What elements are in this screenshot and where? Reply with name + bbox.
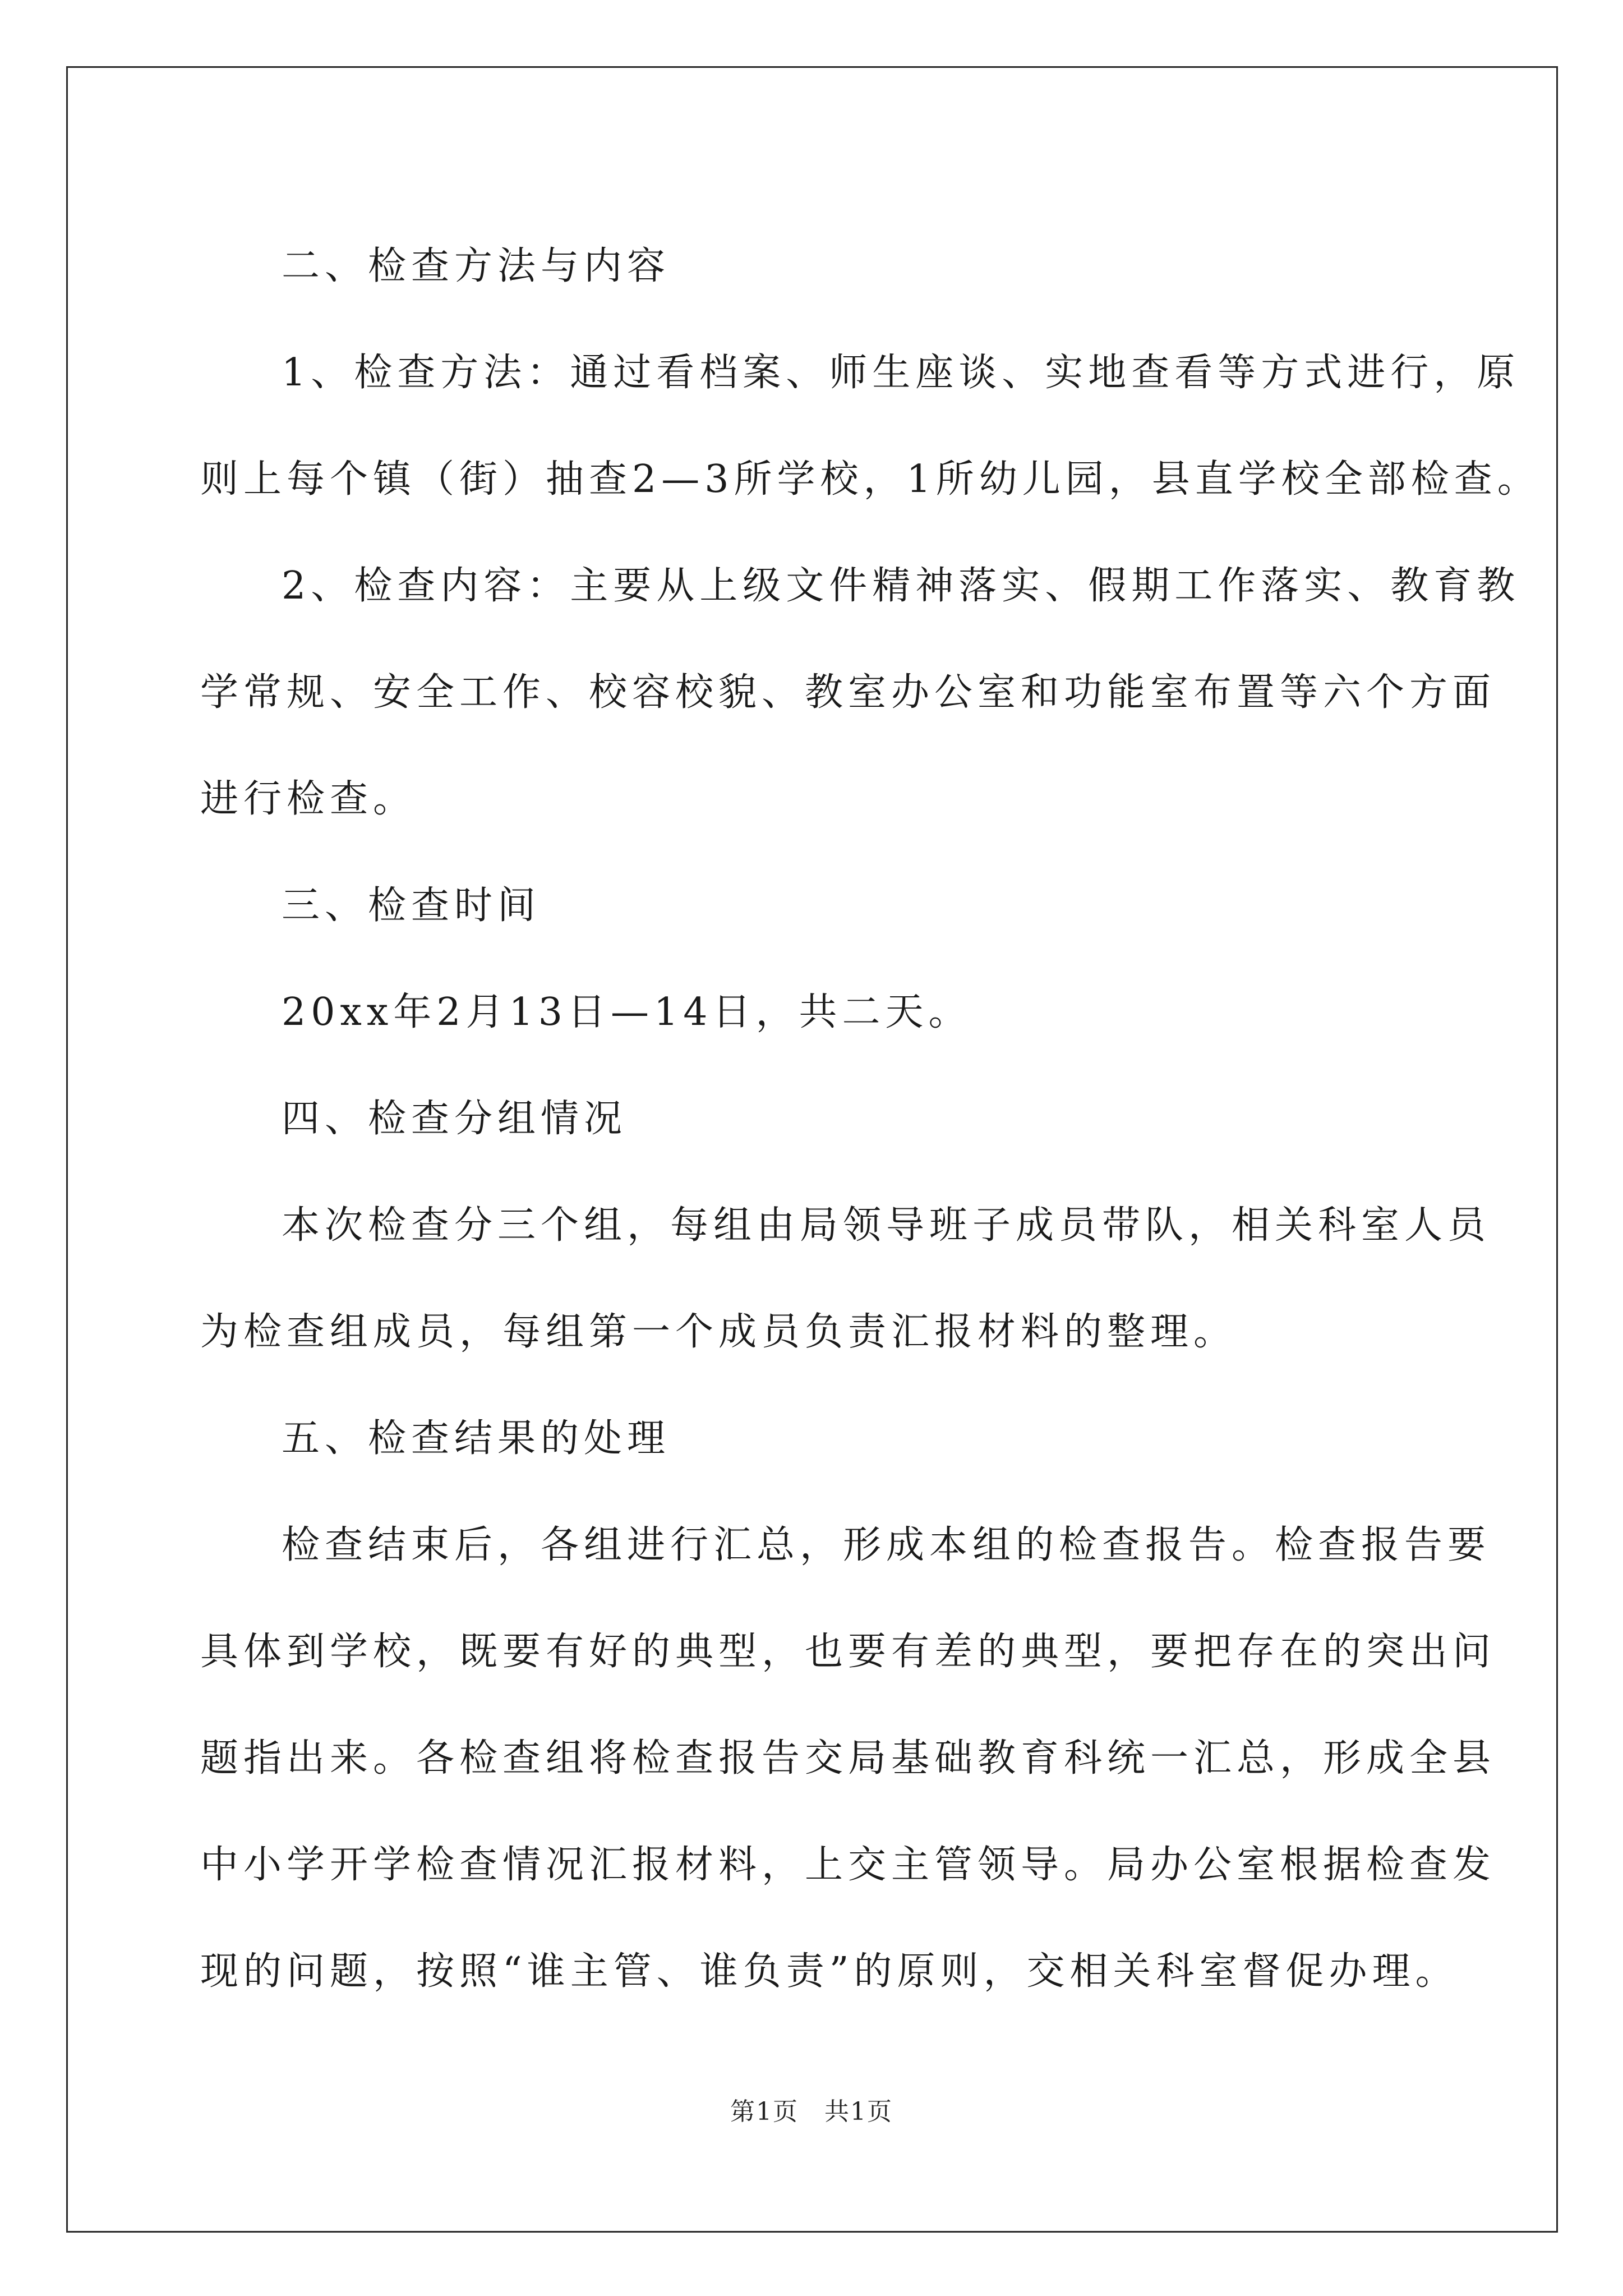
section-heading: 四、检查分组情况 bbox=[282, 1097, 628, 1141]
paragraph-line: 为检查组成员，每组第一个成员负责汇报材料的整理。 bbox=[200, 1310, 1237, 1354]
section-heading: 二、检查方法与内容 bbox=[282, 244, 671, 288]
page-number-footer: 第1页 共1页 bbox=[730, 2097, 893, 2126]
paragraph-line: 中小学开学检查情况汇报材料，上交主管领导。局办公室根据检查发 bbox=[200, 1843, 1496, 1887]
document-body bbox=[200, 213, 1541, 2025]
section-heading: 三、检查时间 bbox=[282, 884, 541, 928]
paragraph-line: 题指出来。各检查组将检查报告交局基础教育科统一汇总，形成全县 bbox=[200, 1736, 1496, 1780]
section-heading: 五、检查结果的处理 bbox=[282, 1416, 671, 1461]
paragraph-line: 20xx年2月13日—14日，共二天。 bbox=[282, 990, 972, 1034]
paragraph-line: 则上每个镇（街）抽查2—3所学校，1所幼儿园，县直学校全部检查。 bbox=[200, 457, 1541, 501]
paragraph-line: 检查结束后，各组进行汇总，形成本组的检查报告。检查报告要 bbox=[282, 1523, 1491, 1567]
paragraph-line: 本次检查分三个组，每组由局领导班子成员带队，相关科室人员 bbox=[282, 1203, 1491, 1248]
paragraph-line: 进行检查。 bbox=[200, 777, 417, 821]
paragraph-line: 2、检查内容：主要从上级文件精神落实、假期工作落实、教育教 bbox=[282, 564, 1520, 608]
paragraph-line: 1、检查方法：通过看档案、师生座谈、实地查看等方式进行，原 bbox=[282, 351, 1520, 395]
paragraph-line: 现的问题，按照“谁主管、谁负责”的原则，交相关科室督促办理。 bbox=[200, 1949, 1459, 1994]
paragraph-line: 具体到学校，既要有好的典型，也要有差的典型，要把存在的突出问 bbox=[200, 1630, 1496, 1674]
paragraph-line: 学常规、安全工作、校容校貌、教室办公室和功能室布置等六个方面 bbox=[200, 670, 1496, 715]
